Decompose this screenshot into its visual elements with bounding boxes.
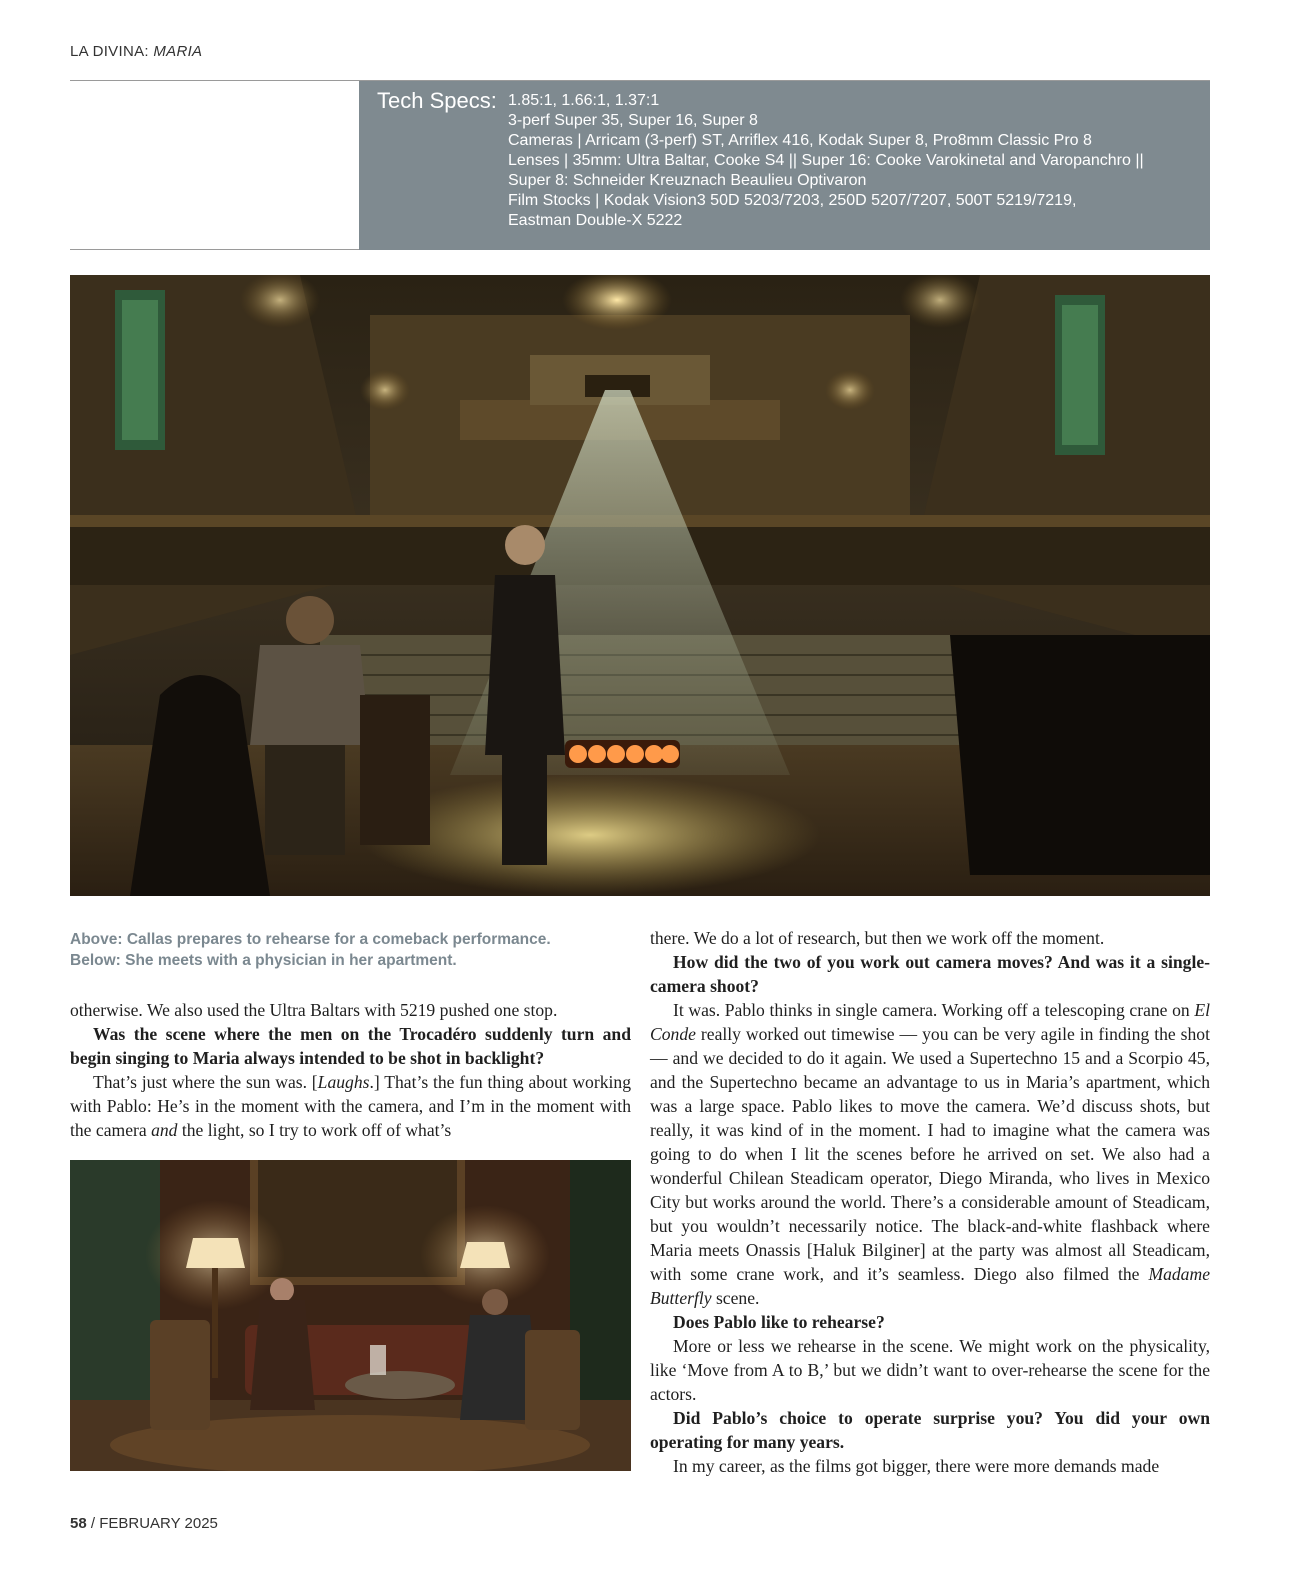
spec-line: Film Stocks | Kodak Vision3 50D 5203/7203, 250D 5207/7207, 500T 5219/7219, [508,192,1077,209]
tech-specs-title: Tech Specs: [377,88,497,113]
spec-line: 1.85:1, 1.66:1, 1.37:1 [508,92,660,109]
issue-date: FEBRUARY 2025 [99,1515,218,1532]
folio: 58 / FEBRUARY 2025 [70,1515,218,1532]
spec-line: Lenses | 35mm: Ultra Baltar, Cooke S4 || Super 16: Cooke Varokinetal and Varopanchro || [508,152,1144,169]
tech-specs-lines [508,91,1198,231]
apartment-photo [70,1160,631,1471]
answer: It was. Pablo thinks in single camera. Working off a telescoping crane on El Conde really worked out timewise — you can be very agile in finding the shot — and we decided to do it again. We used a Supertechno 15 and a Scorpio 45, and the Supertechno became an advantage to us in Maria’s apartment, which was a large space. Pablo likes to move the camera. We’d discuss shots, but really, it was kind of in the moment. I had to imagine what the camera was going to do when I lit the scenes before he arrived on set. We also had a wonderful Chilean Steadicam operator, Diego Miranda, who lives in Mexico City but works around the world. There’s a considerable amount of Steadicam, but you wouldn’t necessarily notice. The black-and-white flashback where Maria meets Onassis [Haluk Bilginer] at the party was almost all Steadicam, with some crane work, and it’s seamless. Diego also filmed the Madame Butterfly scene. [650,1000,1210,1308]
concert-hall-illustration [70,275,1210,896]
paragraph: there. We do a lot of research, but then we work off the moment. [650,928,1105,948]
apartment-illustration [70,1160,631,1471]
page-number: 58 [70,1515,87,1532]
answer: In my career, as the films got bigger, there were more demands made [673,1456,1160,1476]
caption-above: Above: Callas prepares to rehearse for a comeback performance. [70,931,551,948]
paragraph: otherwise. We also used the Ultra Baltars with 5219 pushed one stop. [70,1000,558,1020]
spec-line: Eastman Double-X 5222 [508,212,683,229]
caption-below: Below: She meets with a physician in her apartment. [70,952,457,969]
question: Did Pablo’s choice to operate surprise you? You did your own operating for many years. [650,1408,1210,1452]
answer: More or less we rehearse in the scene. We might work on the physicality, like ‘Move from A to B,’ but we didn’t want to over-rehearse the scene for the actors. [650,1336,1210,1404]
spec-line: Cameras | Arricam (3-perf) ST, Arriflex 416, Kodak Super 8, Pro8mm Classic Pro 8 [508,132,1092,149]
question: How did the two of you work out camera moves? And was it a single-camera shoot? [650,952,1210,996]
right-column [650,926,1210,1478]
running-head: LA DIVINA: MARIA [70,43,203,60]
tech-specs-box [359,81,1210,250]
concert-hall-photo [70,275,1210,896]
spec-line: 3-perf Super 35, Super 16, Super 8 [508,112,758,129]
spec-bottom-rule [70,249,360,250]
left-column [70,998,631,1142]
spec-line: Super 8: Schneider Kreuznach Beaulieu Optivaron [508,172,867,189]
question: Does Pablo like to rehearse? [673,1312,885,1332]
answer: That’s just where the sun was. [Laughs.] That’s the fun thing about working with Pablo: He’s in the moment with the camera, and I’m in the moment with the camera and the light, so I try to work off of what’s [70,1072,631,1140]
photo-caption [70,929,630,971]
question: Was the scene where the men on the Trocadéro suddenly turn and begin singing to Maria always intended to be shot in backlight? [70,1024,631,1068]
